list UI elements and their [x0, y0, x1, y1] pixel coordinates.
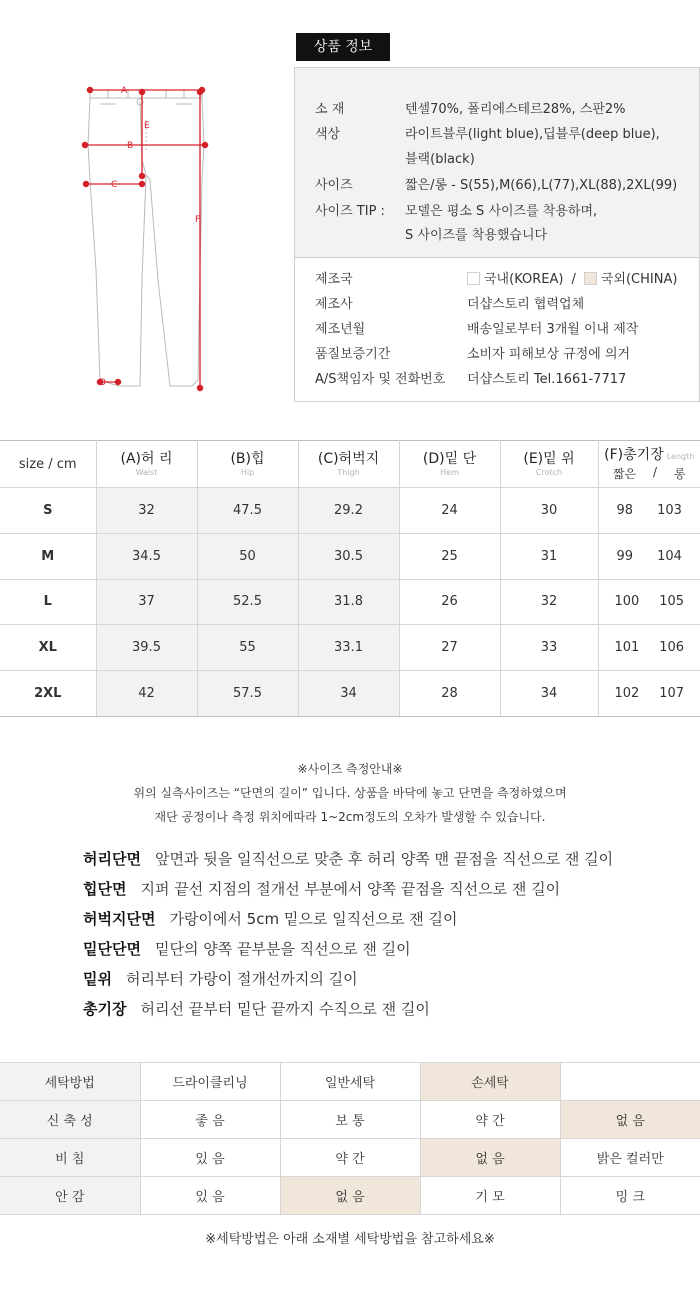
waist-cell: 42	[96, 671, 197, 717]
spec-key: 색상	[315, 127, 341, 142]
wash-table	[0, 1062, 700, 1215]
definition-row	[83, 964, 683, 994]
label-a: A	[121, 86, 128, 96]
definition-row	[83, 934, 683, 964]
wash-header-cell: 일반세탁	[280, 1063, 420, 1101]
size-label: L	[0, 579, 96, 625]
product-info-tab: 상품 정보	[296, 33, 390, 61]
origin-korea: 국내(KOREA)	[484, 272, 564, 287]
wash-header-cell: 손세탁	[420, 1063, 560, 1101]
spec-value: 짧은/롱 - S(55),M(66),L(77),XL(88),2XL(99)	[405, 178, 678, 193]
measurement-definitions	[83, 844, 683, 1024]
crotch-cell: 30	[500, 488, 598, 534]
length-cell: 99 104	[598, 533, 700, 579]
spec-key: 사이즈 TIP :	[315, 204, 385, 219]
origin-china: 국외(CHINA)	[600, 272, 678, 287]
table-row	[0, 1139, 700, 1177]
definition-row	[83, 994, 683, 1024]
waist-cell: 34.5	[96, 533, 197, 579]
table-row	[0, 1177, 700, 1215]
definition-desc: 허리부터 가랑이 절개선까지의 길이	[125, 970, 358, 988]
wash-header-cell	[560, 1063, 700, 1101]
wash-cell: 밍 크	[560, 1177, 700, 1215]
definition-desc: 앞면과 뒷을 일직선으로 맞춘 후 허리 양쪽 맨 끝점을 직선으로 잰 길이	[154, 850, 614, 868]
wash-cell: 밝은 컬러만	[560, 1139, 700, 1177]
origin-value	[467, 267, 677, 292]
as-value: 더샵스토리 Tel.1661-7717	[467, 372, 627, 387]
hip-cell: 57.5	[197, 671, 298, 717]
spec-value: 블랙(black)	[405, 152, 475, 167]
definition-desc: 허리선 끝부터 밑단 끝까지 수직으로 잰 길이	[140, 1000, 430, 1018]
thigh-cell: 33.1	[298, 625, 399, 671]
quality-value: 소비자 피해보상 규정에 의거	[467, 347, 631, 362]
table-row	[0, 579, 700, 625]
spec-value: 모델은 평소 S 사이즈를 착용하며,	[405, 204, 598, 219]
size-table	[0, 440, 700, 717]
hip-cell: 55	[197, 625, 298, 671]
wash-header-row	[0, 1063, 700, 1101]
size-label: XL	[0, 625, 96, 671]
size-label: M	[0, 533, 96, 579]
pants-measurement-diagram	[80, 80, 215, 400]
definition-term: 허벅지단면	[83, 910, 156, 928]
length-cell: 101 106	[598, 625, 700, 671]
product-spec-panel	[295, 68, 699, 258]
hem-cell: 24	[399, 488, 500, 534]
definition-term: 힙단면	[83, 880, 127, 898]
as-label: A/S책임자 및 전화번호	[315, 372, 446, 387]
label-c: C	[111, 180, 118, 190]
origin-separator: /	[571, 272, 576, 287]
wash-cell: 있 음	[140, 1177, 280, 1215]
size-corner: size / cm	[0, 441, 96, 488]
wash-row-label: 신 축 성	[0, 1101, 140, 1139]
quality-label: 품질보증기간	[315, 347, 391, 362]
notice-line-1: 위의 실측사이즈는 “단면의 길이” 입니다. 상품을 바닥에 놓고 단면을 측정하였으며	[133, 786, 567, 800]
label-b: B	[127, 141, 134, 151]
hem-cell: 27	[399, 625, 500, 671]
size-notice	[0, 757, 700, 829]
definition-term: 밑위	[83, 970, 112, 988]
table-row	[0, 625, 700, 671]
definition-row	[83, 904, 683, 934]
spec-value: S 사이즈를 착용했습니다	[405, 228, 548, 243]
hem-cell: 28	[399, 671, 500, 717]
maker-value: 더샵스토리 협력업체	[467, 297, 585, 312]
definition-desc: 지퍼 끝선 지점의 절개선 부분에서 양쪽 끝점을 직선으로 잰 길이	[140, 880, 561, 898]
hip-cell: 52.5	[197, 579, 298, 625]
waist-cell: 32	[96, 488, 197, 534]
header-waist: (A)허 리 Waist	[96, 441, 197, 488]
definition-row	[83, 844, 683, 874]
length-cell: 102 107	[598, 671, 700, 717]
waist-cell: 37	[96, 579, 197, 625]
wash-row-label: 비 침	[0, 1139, 140, 1177]
table-row	[0, 488, 700, 534]
wash-header-cell: 세탁방법	[0, 1063, 140, 1101]
wash-cell: 있 음	[140, 1139, 280, 1177]
definition-desc: 밑단의 양쪽 끝부분을 직선으로 잰 길이	[154, 940, 411, 958]
thigh-cell: 29.2	[298, 488, 399, 534]
header-thigh: (C)허벅지 Thigh	[298, 441, 399, 488]
thigh-cell: 30.5	[298, 533, 399, 579]
wash-cell: 기 모	[420, 1177, 560, 1215]
pants-diagram-svg	[80, 80, 215, 400]
wash-cell: 보 통	[280, 1101, 420, 1139]
wash-note: ※세탁방법은 아래 소재별 세탁방법을 참고하세요※	[205, 1232, 495, 1247]
date-value: 배송일로부터 3개월 이내 제작	[467, 322, 639, 337]
spec-key: 소 재	[315, 102, 345, 117]
notice-title: ※사이즈 측정안내※	[297, 762, 403, 776]
wash-cell: 없 음	[420, 1139, 560, 1177]
hem-cell: 25	[399, 533, 500, 579]
wash-header-cell: 드라이클리닝	[140, 1063, 280, 1101]
definition-term: 허리단면	[83, 850, 141, 868]
thigh-cell: 34	[298, 671, 399, 717]
wash-cell: 없 음	[560, 1101, 700, 1139]
spec-value: 텐셀70%, 폴리에스테르28%, 스판2%	[405, 102, 626, 117]
china-checkbox	[584, 272, 597, 285]
date-label: 제조년월	[315, 322, 366, 337]
length-cell: 98 103	[598, 488, 700, 534]
thigh-cell: 31.8	[298, 579, 399, 625]
maker-label: 제조사	[315, 297, 353, 312]
label-f: F	[195, 215, 201, 225]
label-d: D	[99, 378, 106, 388]
table-row	[0, 671, 700, 717]
wash-cell: 약 간	[280, 1139, 420, 1177]
size-table-header	[0, 441, 700, 488]
size-label: S	[0, 488, 96, 534]
header-crotch: (E)밑 위 Crotch	[500, 441, 598, 488]
crotch-cell: 31	[500, 533, 598, 579]
crotch-cell: 32	[500, 579, 598, 625]
waist-cell: 39.5	[96, 625, 197, 671]
hip-cell: 47.5	[197, 488, 298, 534]
definition-term: 밑단단면	[83, 940, 141, 958]
spec-key: 사이즈	[315, 178, 353, 193]
crotch-cell: 33	[500, 625, 598, 671]
header-length: (F)총기장 Length 짧은 / 롱	[598, 441, 700, 488]
definition-term: 총기장	[83, 1000, 127, 1018]
crotch-cell: 34	[500, 671, 598, 717]
table-row	[0, 533, 700, 579]
definition-desc: 가랑이에서 5cm 밑으로 일직선으로 잰 길이	[169, 910, 458, 928]
wash-cell: 없 음	[280, 1177, 420, 1215]
header-hem: (D)밑 단 Hem	[399, 441, 500, 488]
notice-line-2: 재단 공정이나 측정 위치에따라 1~2cm정도의 오차가 발생할 수 있습니다.	[154, 810, 546, 824]
korea-checkbox	[467, 272, 480, 285]
product-info-box	[294, 67, 700, 402]
definition-row	[83, 874, 683, 904]
label-e: E	[144, 121, 150, 131]
length-cell: 100 105	[598, 579, 700, 625]
wash-row-label: 안 감	[0, 1177, 140, 1215]
size-label: 2XL	[0, 671, 96, 717]
hem-cell: 26	[399, 579, 500, 625]
spec-value: 라이트블루(light blue),딥블루(deep blue),	[405, 127, 660, 142]
wash-cell: 좋 음	[140, 1101, 280, 1139]
origin-label: 제조국	[315, 272, 353, 287]
table-row	[0, 1101, 700, 1139]
wash-cell: 약 간	[420, 1101, 560, 1139]
hip-cell: 50	[197, 533, 298, 579]
header-hip: (B)힙 Hip	[197, 441, 298, 488]
